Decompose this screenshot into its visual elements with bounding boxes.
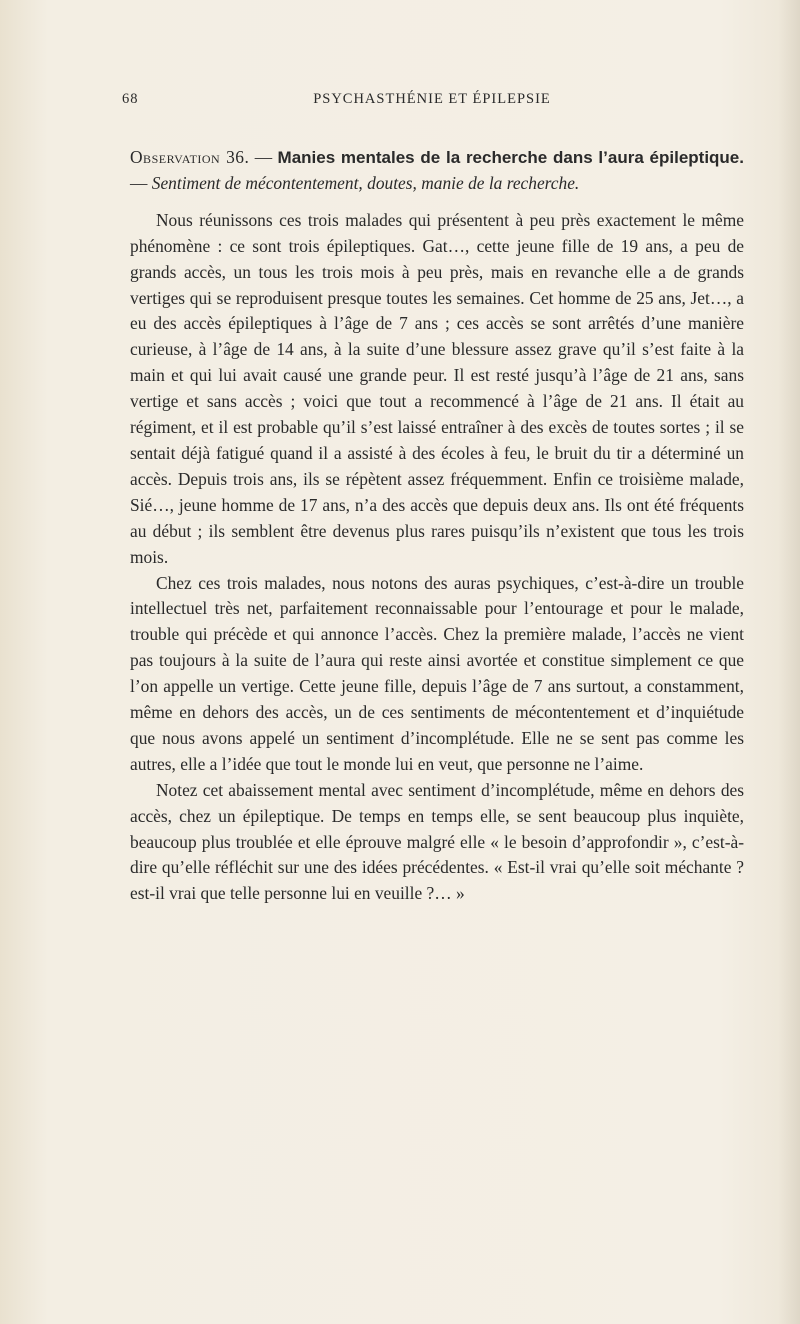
page-number: 68 bbox=[122, 91, 139, 107]
observation-title: Manies mentales de la recherche dans l’aura épileptique. bbox=[277, 148, 744, 167]
observation-dash-2: — bbox=[130, 172, 152, 193]
page-body bbox=[130, 145, 744, 907]
page-spine-shadow bbox=[778, 0, 800, 1324]
running-head bbox=[122, 86, 742, 112]
paragraph-2: Chez ces trois malades, nous notons des auras psychiques, c’est-à-dire un trouble intellectuel très net, parfaitement reconnaissable pour l’entourage et pour le malade, trouble qui précède et qui annonce l’accès. Chez la première malade, l’accès ne vient pas toujours à la suite de l’aura qui reste ainsi avortée et constitue simplement ce que l’on appelle un vertige. Cette jeune fille, depuis l’âge de 7 ans surtout, a constamment, même en dehors des accès, un de ces sentiments de mécontentement et d’inquiétude que nous avons appelé un sentiment d’incomplétude. Elle ne se sent pas comme les autres, elle a l’idée que tout le monde lui en veut, que personne ne l’aime. bbox=[130, 572, 744, 774]
observation-dash: — bbox=[249, 147, 278, 167]
observation-subtitle: Sentiment de mécontentement, doutes, manie de la recherche. bbox=[151, 172, 580, 193]
observation-heading bbox=[130, 145, 744, 197]
observation-label: Observation 36. bbox=[130, 147, 250, 167]
running-head-title: PSYCHASTHÉNIE ET ÉPILEPSIE bbox=[313, 91, 551, 107]
paragraph-3: Notez cet abaissement mental avec sentiment d’incomplétude, même en dehors des accès, chez un épileptique. De temps en temps elle, se sent beaucoup plus inquiète, beaucoup plus troublée et elle éprouve malgré elle « le besoin d’approfondir », c’est-à-dire qu’elle réfléchit sur une des idées précédentes. « Est-il vrai qu’elle soit méchante ? est-il vrai que telle personne lui en veuille ?… » bbox=[130, 779, 744, 904]
paragraph-1: Nous réunissons ces trois malades qui présentent à peu près exactement le même phénomène : ce sont trois épileptiques. Gat…, cette jeune fille de 19 ans, a peu de grands accès, un tous les trois mois à peu près, mais en revanche elle a de grands vertiges qui se reproduisent presque toutes les semaines. Cet homme de 25 ans, Jet…, a eu des accès épileptiques à l’âge de 7 ans ; ces accès se sont arrêtés d’une manière curieuse, à l’âge de 14 ans, à la suite d’une blessure assez grave qu’il s’est faite à la main et qui lui avait causé une grande peur. Il est resté jusqu’à l’âge de 21 ans, sans vertige et sans accès ; voici que tout a recommencé à l’âge de 21 ans. Il était au régiment, et il est probable qu’il s’est laissé entraîner à des excès de toutes sortes ; il se sentait déjà fatigué quand il a assisté à des écoles à feu, le bruit du tir a déterminé un accès. Depuis trois ans, ils se répètent assez fréquemment. Enfin ce troisième malade, Sié…, jeune homme de 17 ans, n’a des accès que depuis deux ans. Ils ont été fréquents au début ; ils semblent être devenus plus rares puisqu’ils n’existent que tous les trois mois. bbox=[130, 209, 744, 567]
